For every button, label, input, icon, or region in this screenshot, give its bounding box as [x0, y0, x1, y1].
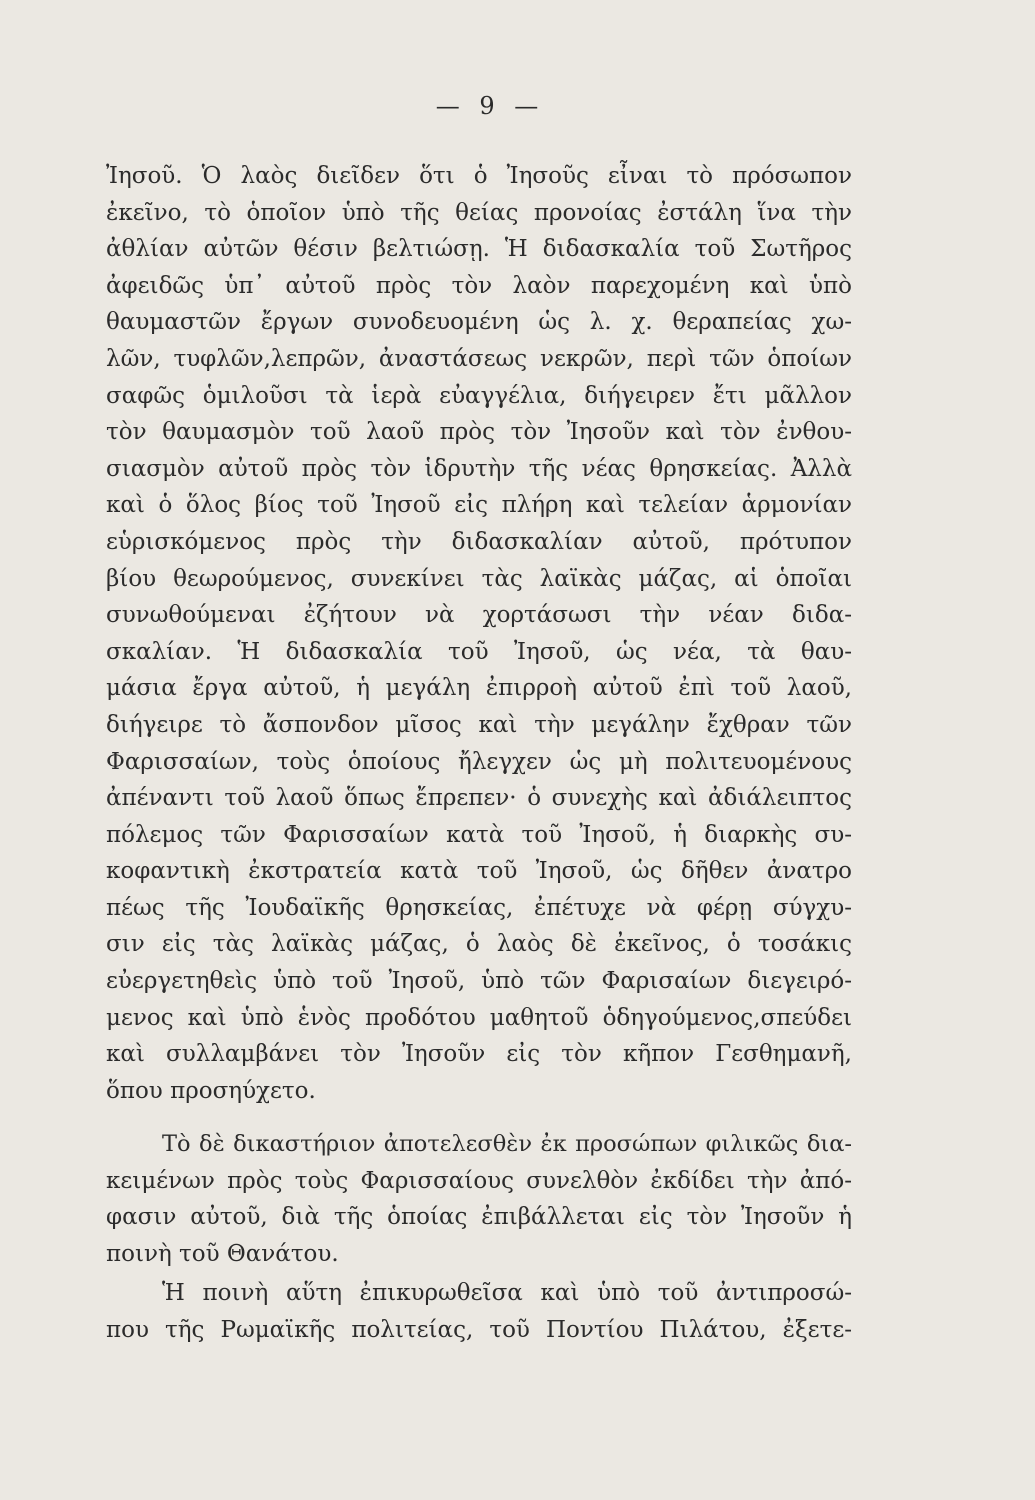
text-line: κοφαντικὴ ἐκστρατεία κατὰ τοῦ Ἰησοῦ, ὡς δῆθεν ἀνατρο: [106, 858, 852, 885]
text-line: μάσια ἔργα αὐτοῦ, ἡ μεγάλη ἐπιρροὴ αὐτοῦ ἐπὶ τοῦ λαοῦ,: [106, 675, 852, 702]
text-line: εὐεργετηθεὶς ὑπὸ τοῦ Ἰησοῦ, ὑπὸ τῶν Φαρισαίων διεγειρό-: [106, 968, 852, 995]
text-line: εὑρισκόμενος πρὸς τὴν διδασκαλίαν αὐτοῦ, πρότυπον: [106, 528, 852, 555]
text-line: κειμένων πρὸς τοὺς Φαρισσαίους συνελθὸν ἐκδίδει τὴν ἀπό-: [106, 1167, 852, 1194]
text-line: συνωθούμεναι ἐζήτουν νὰ χορτάσωσι τὴν νέαν διδα-: [106, 602, 852, 629]
page-number: — 9 —: [435, 92, 545, 120]
text-line: ἀθλίαν αὐτῶν θέσιν βελτιώσῃ. Ἡ διδασκαλία τοῦ Σωτῆρος: [106, 236, 852, 263]
text-line: φασιν αὐτοῦ, διὰ τῆς ὁποίας ἐπιβάλλεται εἰς τὸν Ἰησοῦν ἡ: [106, 1204, 852, 1231]
text-line: ἀφειδῶς ὑπ᾽ αὐτοῦ πρὸς τὸν λαὸν παρεχομένη καὶ ὑπὸ: [106, 272, 852, 299]
text-line: ποινὴ τοῦ Θανάτου.: [106, 1240, 339, 1267]
text-line: ἀπέναντι τοῦ λαοῦ ὅπως ἔπρεπεν· ὁ συνεχὴς καὶ ἀδιάλειπτος: [106, 785, 852, 812]
text-line: Φαρισσαίων, τοὺς ὁποίους ἤλεγχεν ὡς μὴ πολιτευομένους: [106, 748, 852, 775]
text-line: σιν εἰς τὰς λαϊκὰς μάζας, ὁ λαὸς δὲ ἐκεῖνος, ὁ τοσάκις: [106, 931, 852, 958]
text-line: σκαλίαν. Ἡ διδασκαλία τοῦ Ἰησοῦ, ὡς νέα, τὰ θαυ-: [106, 638, 852, 665]
text-line: καὶ ὁ ὅλος βίος τοῦ Ἰησοῦ εἰς πλήρη καὶ τελείαν ἁρμονίαν: [106, 492, 852, 519]
text-line: Τὸ δὲ δικαστήριον ἀποτελεσθὲν ἐκ προσώπων φιλικῶς δια-: [162, 1131, 852, 1157]
text-line: μενος καὶ ὑπὸ ἑνὸς προδότου μαθητοῦ ὁδηγούμενος,σπεύδει: [106, 1004, 852, 1031]
paragraph-2: [106, 1126, 852, 1272]
paragraph-1: [106, 158, 852, 1109]
text-line: σαφῶς ὁμιλοῦσι τὰ ἱερὰ εὐαγγέλια, διήγειρεν ἔτι μᾶλλον: [106, 382, 852, 409]
text-line: βίου θεωρούμενος, συνεκίνει τὰς λαϊκὰς μάζας, αἱ ὁποῖαι: [106, 565, 852, 592]
text-line: λῶν, τυφλῶν,λεπρῶν, ἀναστάσεως νεκρῶν, περὶ τῶν ὁποίων: [106, 345, 852, 372]
text-line: σιασμὸν αὐτοῦ πρὸς τὸν ἱδρυτὴν τῆς νέας θρησκείας. Ἀλλὰ: [106, 455, 852, 482]
text-line: που τῆς Ρωμαϊκῆς πολιτείας, τοῦ Ποντίου Πιλάτου, ἐξετε-: [106, 1316, 852, 1343]
text-line: πέως τῆς Ἰουδαϊκῆς θρησκείας, ἐπέτυχε νὰ φέρῃ σύγχυ-: [106, 894, 852, 921]
text-line: θαυμαστῶν ἔργων συνοδευομένη ὡς λ. χ. θεραπείας χω-: [106, 309, 852, 336]
text-line: καὶ συλλαμβάνει τὸν Ἰησοῦν εἰς τὸν κῆπον Γεσθημανῆ,: [106, 1041, 852, 1068]
paragraph-3: [106, 1275, 852, 1348]
text-line: ὅπου προσηύχετο.: [106, 1077, 316, 1104]
text-line: πόλεμος τῶν Φαρισσαίων κατὰ τοῦ Ἰησοῦ, ἡ διαρκὴς συ-: [106, 821, 852, 848]
text-line: διήγειρε τὸ ἄσπονδον μῖσος καὶ τὴν μεγάλην ἔχθραν τῶν: [106, 711, 852, 738]
text-line: ἐκεῖνο, τὸ ὁποῖον ὑπὸ τῆς θείας προνοίας ἐστάλη ἵνα τὴν: [106, 199, 852, 226]
text-line: Ἰησοῦ. Ὁ λαὸς διεῖδεν ὅτι ὁ Ἰησοῦς εἶναι τὸ πρόσωπον: [106, 163, 852, 189]
text-line: τὸν θαυμασμὸν τοῦ λαοῦ πρὸς τὸν Ἰησοῦν καὶ τὸν ἐνθου-: [106, 419, 852, 446]
text-line: Ἡ ποινὴ αὕτη ἐπικυρωθεῖσα καὶ ὑπὸ τοῦ ἀντιπροσώ-: [162, 1280, 852, 1306]
